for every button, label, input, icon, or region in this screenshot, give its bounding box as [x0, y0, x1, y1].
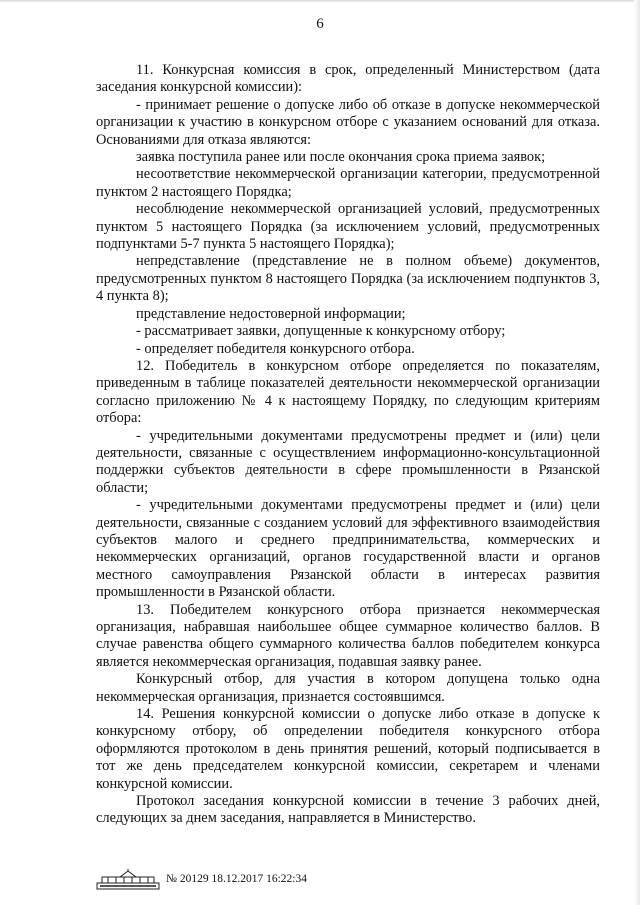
page-number: 6 [316, 16, 324, 32]
paragraph: - рассматривает заявки, допущенные к конкурсному отбору; [136, 323, 506, 340]
paragraph: Конкурсный отбор, для участия в котором допущена только одна некоммерческая организация, признается состоявшимся. [96, 671, 600, 705]
paragraph: 12. Победитель в конкурсном отборе определяется по показателям, приведенным в таблице показателей деятельности некоммерческой организации согласно приложению № 4 к настоящему Порядку, по следующим критериям отбора: [96, 357, 600, 427]
paragraph: - принимает решение о допуске либо об отказе в допуске некоммерческой организации к участию в конкурсном отборе с указанием оснований для отказа. Основаниями для отказа являются: [96, 96, 600, 148]
paragraph: Протокол заседания конкурсной комиссии в течение 3 рабочих дней, следующих за днем заседания, направляется в Министерство. [96, 793, 600, 827]
paragraph: 14. Решения конкурсной комиссии о допуске либо отказе в допуске к конкурсному отбору, об определении победителя конкурсного отбора оформляются протоколом в день принятия решений, который подписывается в тот же день председателем конкурсной комиссии, секретарем и членами конкурсной комиссии. [96, 706, 600, 792]
paragraph: - учредительными документами предусмотрены предмет и (или) цели деятельности, связанные с созданием условий для эффективного взаимодействия субъектов малого и среднего предпринимательства, коммерческих и некоммерческих организаций, органов государственной власти и органов местного самоуправления Рязанской области в интересах развития промышленности в Рязанской области. [96, 497, 600, 601]
document-footer [96, 868, 307, 890]
government-building-logo-icon [96, 868, 160, 890]
document-body [96, 62, 600, 828]
paragraph: представление недостоверной информации; [136, 305, 406, 322]
paragraph: 13. Победителем конкурсного отбора признается некоммерческая организация, набравшая наибольшее общее суммарное количество баллов. В случае равенства общего суммарного количества баллов победителем конкурса является некоммерческая организация, подавшая заявку ранее. [96, 601, 600, 670]
paragraph: заявка поступила ранее или после окончания срока приема заявок; [136, 149, 546, 166]
paragraph: - учредительными документами предусмотрены предмет и (или) цели деятельности, связанные с осуществлением информационно-консультационной поддержки субъектов деятельности в сфере промышленности в Рязанской области; [96, 427, 600, 496]
paragraph: несоответствие некоммерческой организации категории, предусмотренной пунктом 2 настоящего Порядка; [96, 166, 600, 200]
registration-stamp: № 20129 18.12.2017 16:22:34 [166, 873, 307, 885]
paragraph: - определяет победителя конкурсного отбора. [136, 340, 415, 357]
paragraph: несоблюдение некоммерческой организацией условий, предусмотренных пунктом 5 настоящего Порядка (за исключением условий, предусмотренных подпунктами 5-7 пункта 5 настоящего Порядка); [96, 201, 600, 253]
scan-right-edge [634, 0, 640, 905]
paragraph: 11. Конкурсная комиссия в срок, определенный Министерством (дата заседания конкурсной комиссии): [96, 62, 600, 96]
scan-top-edge [0, 0, 640, 3]
paragraph: непредставление (представление не в полном объеме) документов, предусмотренных пунктом 8 настоящего Порядка (за исключением подпунктов 3, 4 пункта 8); [96, 253, 600, 305]
